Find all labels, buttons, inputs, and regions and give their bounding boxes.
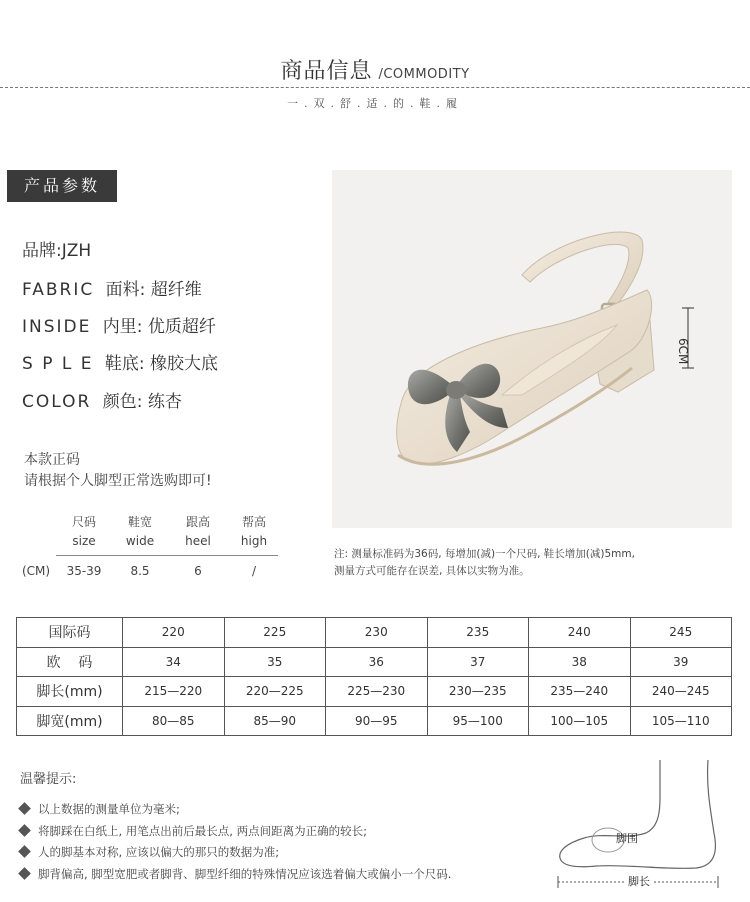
spec-color-label: COLOR <box>22 392 92 412</box>
mini-header-high: 帮高 high <box>240 515 268 548</box>
table-cell: 225—230 <box>326 677 428 707</box>
table-cell: 240 <box>529 618 631 648</box>
mini-unit: (CM) <box>22 564 51 578</box>
header-divider <box>0 87 750 88</box>
table-cell: 245 <box>630 618 732 648</box>
section-tag: 产品参数 <box>7 170 117 202</box>
table-cell: 225 <box>224 618 326 648</box>
mini-header-heel: 跟高 heel <box>185 515 211 548</box>
header-subtitle: 一.双.舒.适.的.鞋.履 <box>287 97 463 110</box>
tip-item: 以上数据的测量单位为毫米; <box>18 801 180 817</box>
spec-brand: 品牌:JZH <box>22 241 92 261</box>
spec-color-value: 颜色: 练杏 <box>102 392 182 412</box>
row-head-length: 脚长(mm) <box>17 677 123 707</box>
heel-height-label: 6CM <box>676 338 690 365</box>
spec-fabric-value: 面料: 超纤维 <box>105 280 202 300</box>
foot-length-label: 脚长 <box>628 875 650 888</box>
table-cell: 220 <box>123 618 225 648</box>
table-cell: 230 <box>326 618 428 648</box>
spec-inside-value: 内里: 优质超纤 <box>102 317 216 337</box>
row-head-eu: 欧 码 <box>17 647 123 677</box>
table-cell: 230—235 <box>427 677 529 707</box>
image-note: 注: 测量标准码为36码, 每增加(减)一个尺码, 鞋长增加(减)5mm, 测量方式可能存在误差, 具体以实物为准。 <box>334 548 635 577</box>
table-cell: 235—240 <box>529 677 631 707</box>
table-row <box>17 677 732 707</box>
table-cell: 95—100 <box>427 706 529 736</box>
diamond-bullet-icon <box>18 802 31 815</box>
mini-table-divider <box>56 555 278 556</box>
table-cell: 85—90 <box>224 706 326 736</box>
mini-header-wide: 鞋宽 wide <box>125 515 155 548</box>
mini-value-wide: 8.5 <box>130 564 150 578</box>
table-cell: 80—85 <box>123 706 225 736</box>
table-cell: 90—95 <box>326 706 428 736</box>
mini-value-high: / <box>251 564 257 578</box>
fit-note-line1: 本款正码 <box>24 452 80 468</box>
table-cell: 39 <box>630 647 732 677</box>
table-cell: 37 <box>427 647 529 677</box>
sandal-illustration <box>332 170 732 528</box>
spec-sole-label: S P L E <box>22 354 94 374</box>
foot-outline-icon <box>556 758 726 890</box>
tip-item: 人的脚基本对称, 应该以偏大的那只的数据为准; <box>18 844 279 860</box>
table-cell: 100—105 <box>529 706 631 736</box>
table-cell: 36 <box>326 647 428 677</box>
spec-color <box>22 387 182 412</box>
mini-value-heel: 6 <box>194 564 202 578</box>
table-cell: 35 <box>224 647 326 677</box>
product-photo <box>332 170 732 528</box>
foot-measure-diagram <box>556 758 726 890</box>
diamond-bullet-icon <box>18 867 31 880</box>
row-head-width: 脚宽(mm) <box>17 706 123 736</box>
mini-value-size: 35-39 <box>66 564 102 578</box>
table-cell: 34 <box>123 647 225 677</box>
table-cell: 215—220 <box>123 677 225 707</box>
size-table <box>16 617 732 736</box>
fit-note-line2: 请根据个人脚型正常选购即可! <box>24 473 212 489</box>
spec-fabric-label: FABRIC <box>22 280 95 300</box>
mini-header-size: 尺码 size <box>71 515 96 548</box>
table-cell: 220—225 <box>224 677 326 707</box>
diamond-bullet-icon <box>18 824 31 837</box>
page-header <box>0 54 750 85</box>
tip-item: 将脚踩在白纸上, 用笔点出前后最长点, 两点间距离为正确的较长; <box>18 823 367 839</box>
header-title-cn: 商品信息 <box>280 59 373 84</box>
tip-item: 脚背偏高, 脚型宽肥或者脚背、脚型纤细的特殊情况应该选着偏大或偏小一个尺码. <box>18 866 451 882</box>
spec-inside-label: INSIDE <box>22 317 92 337</box>
tips-title: 温馨提示: <box>20 772 77 787</box>
spec-fabric <box>22 275 202 300</box>
spec-sole <box>22 349 218 374</box>
table-cell: 38 <box>529 647 631 677</box>
diamond-bullet-icon <box>18 845 31 858</box>
spec-sole-value: 鞋底: 橡胶大底 <box>104 354 219 374</box>
spec-inside <box>22 312 216 337</box>
mini-size-table <box>22 513 280 583</box>
table-row <box>17 706 732 736</box>
foot-girth-label: 脚围 <box>616 832 638 845</box>
row-head-intl: 国际码 <box>17 618 123 648</box>
table-row <box>17 618 732 648</box>
table-row <box>17 647 732 677</box>
table-cell: 105—110 <box>630 706 732 736</box>
table-cell: 235 <box>427 618 529 648</box>
table-cell: 240—245 <box>630 677 732 707</box>
header-title-en: /COMMODITY <box>378 67 470 82</box>
